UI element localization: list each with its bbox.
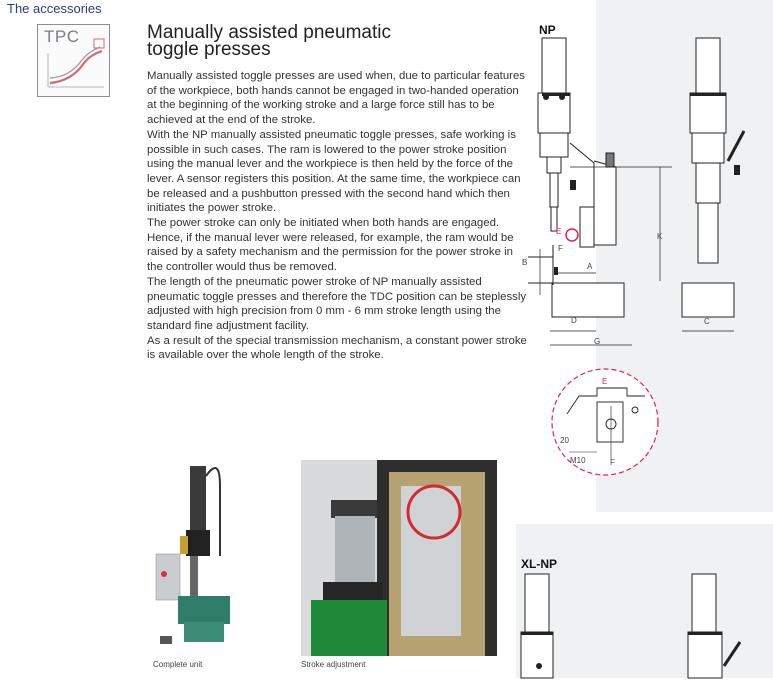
article-title [147,24,391,58]
detail-label-20: 20 [560,436,569,445]
paragraph-transmission: As a result of the special transmission mechanism, a constant power stroke is available over the whole length of the stroke. [147,334,527,362]
article-body [147,69,531,363]
xlnp-diagram-title: XL-NP [521,557,557,571]
article-title-line1: Manually assisted pneumatic [147,22,391,43]
dim-label-f: F [558,244,563,253]
dim-label-a: A [587,262,593,271]
dim-label-g: G [594,337,601,346]
article-title-line2: toggle presses [147,39,271,60]
stroke-adjustment-photo [301,460,497,656]
np-side-view-drawing [520,35,650,365]
complete-unit-photo [150,456,245,656]
detail-label-e: E [602,377,608,386]
detail-label-f: F [610,458,615,467]
tpc-curve-icon [38,25,111,98]
tpc-logo [37,24,110,97]
tpc-logo-text: TPC [44,27,80,46]
paragraph-intro: Manually assisted toggle presses are used when, due to particular features of the workpiece, both hands cannot be engaged in two-handed operation at the beginning of the working stroke and a large force still has to be achieved at the end of the stroke. [147,70,526,127]
paragraph-power-stroke: The power stroke can only be initiated when both hands are engaged. Hence, if the manual lever were released, for example, the ram would be raised by a safety mechanism and the permission for the power stroke in the controller would thus be removed. [147,217,514,274]
section-label: The accessories [7,1,102,16]
dim-label-c: C [704,317,710,326]
dim-label-b: B [522,258,528,267]
complete-unit-caption: Complete unit [153,660,203,669]
detail-label-m10: M10 [570,456,586,465]
paragraph-adjustment: The length of the pneumatic power stroke of NP manually assisted pneumatic toggle presses and therefore the TDC position can be steplessly adjusted with high precision from 0 mm - 6 mm stroke length using the standard fine adjustment facility. [147,275,527,332]
stroke-adjustment-caption: Stroke adjustment [301,660,366,669]
dim-label-k: K [657,232,663,241]
np-front-view-drawing [678,35,758,335]
np-diagram-title: NP [539,23,556,37]
paragraph-safe-working: With the NP manually assisted pneumatic toggle presses, safe working is possible in such cases. The ram is lowered to the power stroke position using the manual lever and the workpiece is then held by the force of the lever. A sensor registers this position. At the same time, the workpiece can be released and a pushbutton pressed with the second hand which then initiates the power stroke. [147,128,521,215]
xlnp-side-view-drawing [517,570,577,680]
dim-label-d: D [571,316,577,325]
dim-label-e: E [556,227,562,236]
xlnp-front-view-drawing [684,570,764,680]
